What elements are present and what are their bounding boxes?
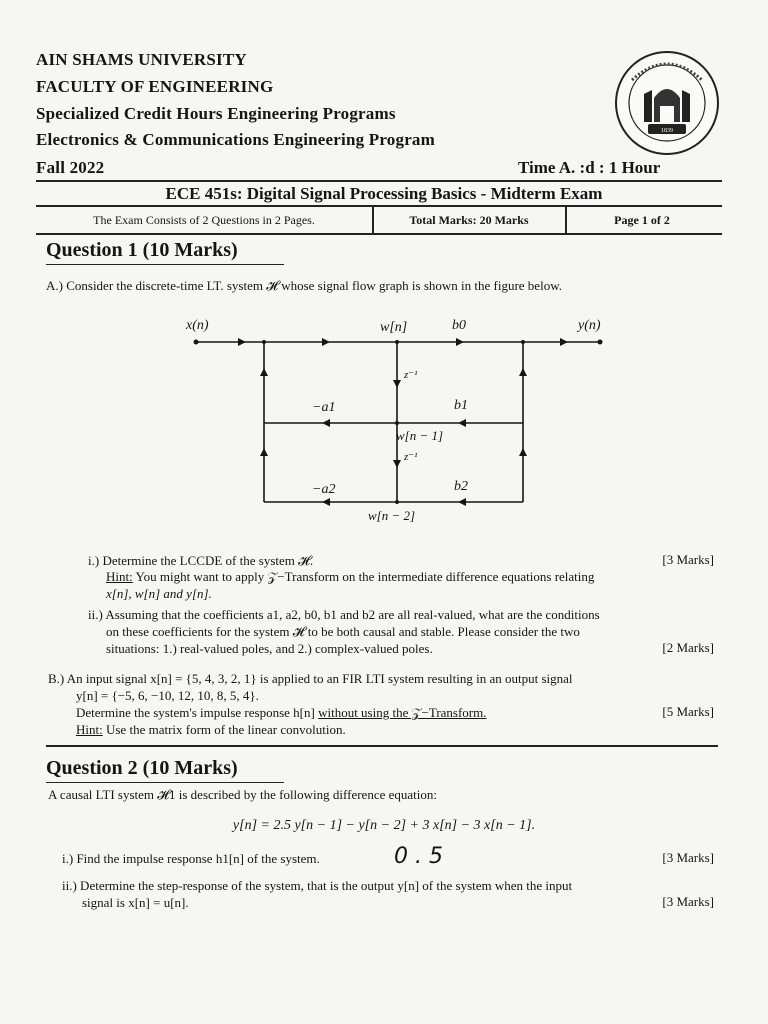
q1-i-hint — [106, 568, 594, 585]
label-x: x(n) — [186, 318, 209, 333]
questions-info: The Exam Consists of 2 Questions in 2 Pages. — [93, 213, 315, 227]
q2-ii-marks: [3 Marks] — [662, 894, 714, 909]
label-a2: −a2 — [312, 482, 336, 497]
label-w2: w[n − 2] — [368, 508, 416, 523]
q2-i-marks: [3 Marks] — [662, 850, 714, 865]
label-y: y(n) — [578, 318, 601, 333]
label-b2: b2 — [454, 479, 468, 494]
department-line: Electronics & Communications Engineering Program — [36, 130, 435, 149]
label-b1: b1 — [454, 398, 468, 413]
title-underline — [46, 782, 284, 783]
q1-ii-marks: [2 Marks] — [662, 640, 714, 655]
q2-i-text: i.) Find the impulse response h1[n] of the system. — [62, 851, 320, 866]
q1-i-text: i.) Determine the LCCDE of the system 𝓗. — [88, 553, 314, 568]
exam-title: ECE 451s: Digital Signal Processing Basics - Midterm Exam — [165, 184, 603, 203]
q1-b-hint — [76, 721, 346, 738]
university-name: AIN SHAMS UNIVERSITY — [36, 50, 247, 69]
q1-ii-text-2: on these coefficients for the system 𝓗 to be both causal and stable. Please consider the two — [106, 624, 580, 639]
page-number: Page 1 of 2 — [614, 213, 670, 227]
hint-label: Hint: — [106, 569, 133, 584]
faculty-name: FACULTY OF ENGINEERING — [36, 77, 274, 96]
divider — [36, 233, 722, 235]
university-seal-logo — [614, 50, 720, 156]
q2-ii-text-1: ii.) Determine the step-response of the system, that is the output y[n] of the system when the input — [62, 878, 573, 893]
hint-label: Hint: — [76, 722, 103, 737]
label-z2: z⁻¹ — [404, 451, 418, 463]
term: Fall 2022 — [36, 158, 105, 177]
label-b0: b0 — [452, 318, 466, 333]
handwritten-note: 0 . 5 — [394, 844, 443, 869]
q2-ii-text-2: signal is x[n] = u[n]. — [82, 895, 189, 910]
seal-year: 1839 — [661, 128, 673, 134]
b-text-main: Determine the system's impulse response h[n] — [76, 705, 319, 720]
hint-text: Use the matrix form of the linear convolution. — [102, 722, 346, 737]
label-a1: −a1 — [312, 400, 336, 415]
q1-b-marks: [5 Marks] — [662, 704, 714, 719]
q1-i-hint-2: x[n], w[n] and y[n]. — [106, 586, 212, 601]
label-w1: w[n − 1] — [396, 428, 444, 443]
signal-flow-graph — [180, 310, 620, 535]
q2-equation: y[n] = 2.5 y[n − 1] − y[n − 2] + 3 x[n] − 3 x[n − 1]. — [232, 818, 536, 833]
q2-intro: A causal LTI system 𝓗1 is described by the following difference equation: — [48, 787, 437, 802]
divider — [36, 180, 722, 182]
hint-text: You might want to apply 𝒵−Transform on the intermediate difference equations relating — [132, 569, 595, 584]
programs-line: Specialized Credit Hours Engineering Programs — [36, 104, 396, 123]
divider — [46, 745, 718, 747]
title-underline — [46, 264, 284, 265]
question-1-title: Question 1 (10 Marks) — [46, 239, 238, 261]
question-1-part-a: A.) Consider the discrete-time LT. system 𝓗 whose signal flow graph is shown in the figure below. — [46, 278, 562, 293]
q1-i-marks: [3 Marks] — [662, 552, 714, 567]
b-text-underlined: without using the 𝒵−Transform. — [318, 705, 487, 720]
q1-ii-text-3: situations: 1.) real-valued poles, and 2.) complex-valued poles. — [106, 641, 433, 656]
question-2-title: Question 2 (10 Marks) — [46, 757, 238, 779]
label-z1: z⁻¹ — [404, 369, 418, 381]
q1-b-text-2: y[n] = {−5, 6, −10, 12, 10, 8, 5, 4}. — [76, 688, 259, 703]
q1-b-text-3 — [76, 704, 487, 721]
q1-ii-text-1: ii.) Assuming that the coefficients a1, a2, b0, b1 and b2 are all real-valued, what are the conditions — [88, 607, 600, 622]
q1-b-text-1: B.) An input signal x[n] = {5, 4, 3, 2, 1} is applied to an FIR LTI system resulting in an output signal — [48, 671, 573, 686]
total-marks: Total Marks: 20 Marks — [409, 213, 529, 227]
time-allowed: Time A. :d : 1 Hour — [518, 158, 661, 177]
label-w: w[n] — [380, 320, 408, 335]
